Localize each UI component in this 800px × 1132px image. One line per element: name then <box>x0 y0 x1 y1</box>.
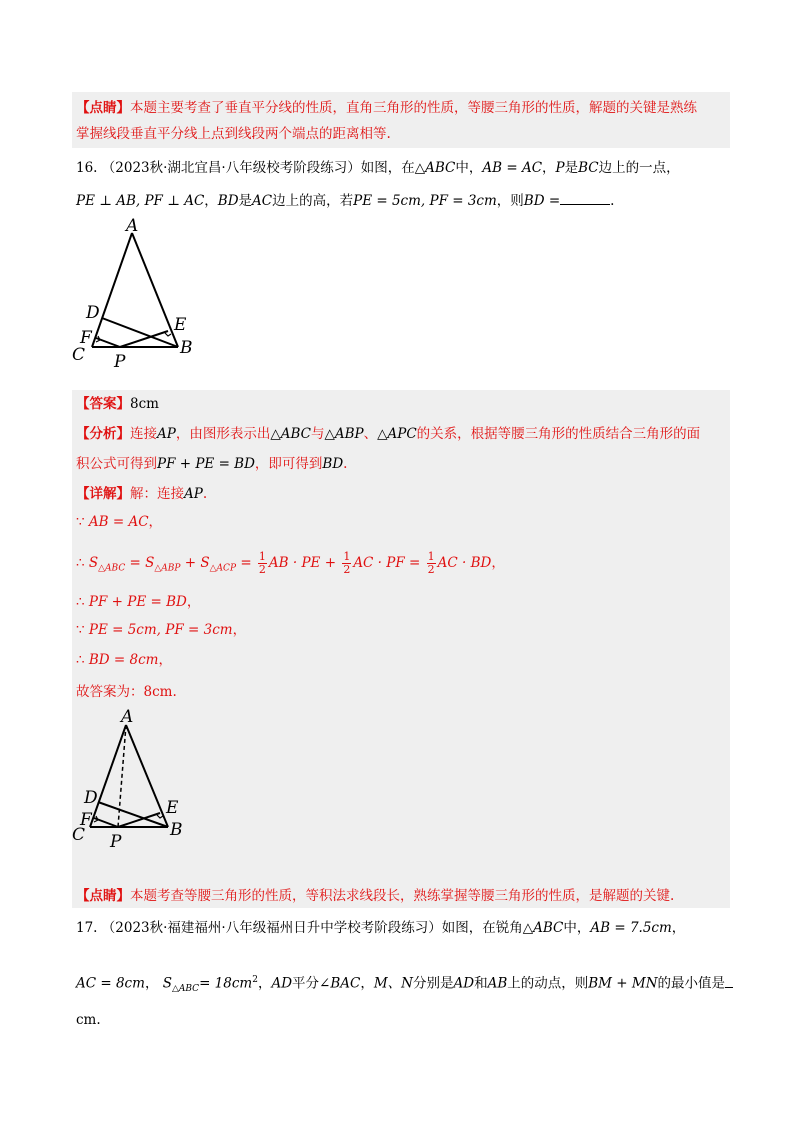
triangle-figure-2 <box>66 705 216 855</box>
dianjing-2-line: 【点睛】本题考查等腰三角形的性质，等积法求线段长，熟练掌握等腰三角形的性质，是解题的关键. <box>76 888 675 904</box>
question-number: 17. <box>76 920 98 936</box>
answer-value: 8cm <box>130 396 159 412</box>
detail-line-4: ∴ PF + PE = BD， <box>76 594 201 610</box>
question-17-line-2: AC = 8cm， $S_{\triangle ABC}= 18cm^2$，AD平分∠BAC，M、N分别是AD和AB上的动点，则BM + MN的最小值是 <box>76 970 733 999</box>
label-B: B <box>170 820 183 840</box>
side-AB <box>126 725 168 827</box>
label-D: D <box>86 303 100 323</box>
question-17-line-1: 17. （2023秋·福建福州·八年级福州日升中学校考阶段练习）如图，在锐角△ABC中，AB = 7.5cm， <box>76 920 686 936</box>
answer-blank[interactable] <box>560 190 610 205</box>
detail-line-5: ∵ PE = 5cm, PF = 3cm， <box>76 622 247 638</box>
dianjing-1-line-2: 掌握线段垂直平分线上点到线段两个端点的距离相等. <box>76 126 391 142</box>
detail-line-3: ∴ $S_{\triangle ABC} = S_{\triangle ABP} + S_{\triangle ACP}$ = $\frac{1}{2}$ AB · PE + $\frac{1}{2}$ AC · PF = $\frac{1}{2}$ AC · BD， <box>76 550 505 576</box>
label-C: C <box>72 825 86 845</box>
label-F: F <box>80 810 92 830</box>
label-E: E <box>174 315 187 335</box>
label-E: E <box>166 798 179 818</box>
side-AC <box>92 233 132 347</box>
detail-line-1: 【详解】解：连接AP. <box>76 486 208 502</box>
question-16-line-2: PE ⊥ AB, PF ⊥ AC，BD是AC边上的高，若PE = 5cm, PF = 3cm，则BD = . <box>76 190 614 211</box>
analysis-tag: 【分析】 <box>76 426 130 442</box>
dianjing-1-tag: 【点睛】 <box>76 100 130 116</box>
fraction-half: $\frac{1}{2}$ <box>427 550 435 576</box>
segment-PE <box>118 813 160 827</box>
question-number: 16. <box>76 160 98 176</box>
label-D: D <box>84 788 98 808</box>
analysis-line-2: 积公式可得到PF + PE = BD，即可得到BD. <box>76 456 348 472</box>
label-P: P <box>114 352 126 370</box>
label-B: B <box>180 338 193 358</box>
dianjing-1-line-1: 【点睛】本题主要考查了垂直平分线的性质，直角三角形的性质，等腰三角形的性质，解题的关键是熟练 <box>76 100 697 116</box>
label-A: A <box>126 216 139 236</box>
dianjing-2-tag: 【点睛】 <box>76 888 130 904</box>
detail-line-6: ∴ BD = 8cm， <box>76 652 172 668</box>
analysis-line-1: 【分析】连接AP，由图形表示出△ABC与△ABP、△APC的关系，根据等腰三角形的性质结合三角形的面 <box>76 426 701 442</box>
side-AC <box>90 725 126 827</box>
detail-line-7: 故答案为：8cm. <box>76 684 177 700</box>
label-A: A <box>121 707 134 727</box>
answer-line <box>76 394 159 414</box>
right-angle-E <box>165 333 171 336</box>
triangle-figure-1 <box>68 215 218 370</box>
question-16-line-1: 16. （2023秋·湖北宜昌·八年级校考阶段练习）如图，在△ABC中，AB = AC，P是BC边上的一点， <box>76 160 680 176</box>
fraction-half: $\frac{1}{2}$ <box>343 550 351 576</box>
detail-tag: 【详解】 <box>76 486 130 502</box>
fraction-half: $\frac{1}{2}$ <box>258 550 266 576</box>
label-F: F <box>80 328 92 348</box>
detail-line-2: ∵ AB = AC， <box>76 514 163 530</box>
label-P: P <box>110 832 122 852</box>
answer-blank[interactable] <box>725 973 733 988</box>
question-17-line-3: cm. <box>76 1012 101 1028</box>
side-AB <box>132 233 178 347</box>
right-angle-E <box>157 815 163 818</box>
answer-tag: 【答案】 <box>76 396 130 412</box>
label-C: C <box>72 345 86 365</box>
